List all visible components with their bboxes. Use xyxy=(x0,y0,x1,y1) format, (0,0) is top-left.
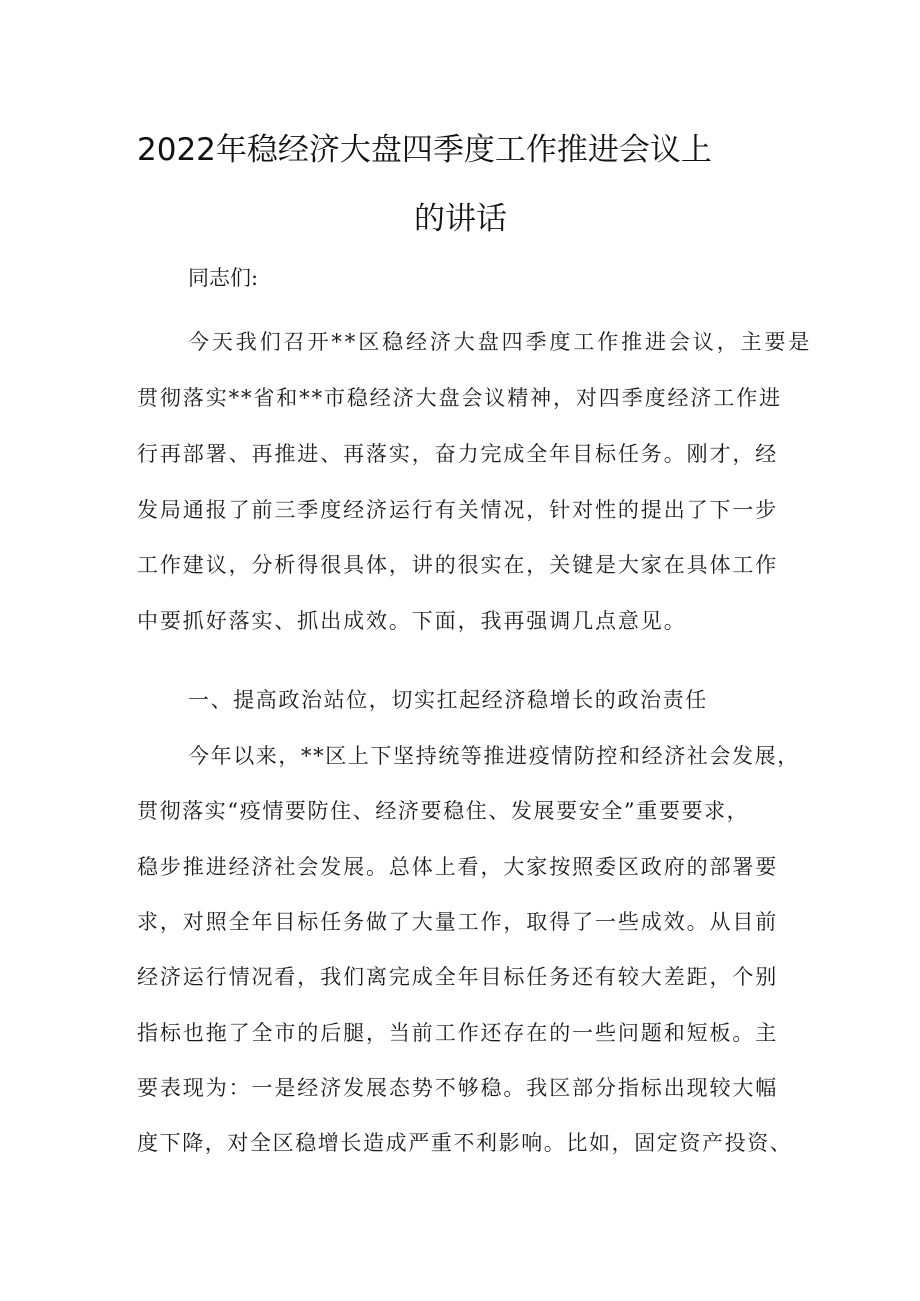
document-title-line-1: 2022年稳经济大盘四季度工作推进会议上 xyxy=(137,132,712,168)
para1-line-1: 今天我们召开**区稳经济大盘四季度工作推进会议，主要是 xyxy=(188,330,813,354)
document-title-line-2: 的讲话 xyxy=(414,201,507,237)
para2-line-1: 今年以来，**区上下坚持统等推进疫情防控和经济社会发展， xyxy=(188,744,800,768)
salutation: 同志们: xyxy=(188,266,259,290)
para2-line-5: 经济运行情况看，我们离完成全年目标任务还有较大差距，个别 xyxy=(137,965,779,989)
para2-line-3: 稳步推进经济社会发展。总体上看，大家按照委区政府的部署要 xyxy=(137,855,779,879)
para2-line-7: 要表现为：一是经济发展态势不够稳。我区部分指标出现较大幅 xyxy=(137,1076,779,1100)
para1-line-6: 中要抓好落实、抓出成效。下面，我再强调几点意见。 xyxy=(137,609,687,633)
para2-line-6: 指标也拖了全市的后腿，当前工作还存在的一些问题和短板。主 xyxy=(137,1021,779,1045)
para2-line-8: 度下降，对全区稳增长造成严重不利影响。比如，固定资产投资、 xyxy=(137,1131,793,1155)
para1-line-4: 发局通报了前三季度经济运行有关情况，针对性的提出了下一步 xyxy=(137,498,779,522)
para1-line-5: 工作建议，分析得很具体，讲的很实在，关键是大家在具体工作 xyxy=(137,553,779,577)
para2-line-4: 求，对照全年目标任务做了大量工作，取得了一些成效。从目前 xyxy=(137,910,779,934)
para1-line-3: 行再部署、再推进、再落实，奋力完成全年目标任务。刚才，经 xyxy=(137,442,779,466)
para2-line-2: 贯彻落实“疫情要防住、经济要稳住、发展要安全”重要要求， xyxy=(137,799,750,823)
para1-line-2: 贯彻落实**省和**市稳经济大盘会议精神，对四季度经济工作进 xyxy=(137,386,782,410)
section-heading-1: 一、提高政治站位，切实扛起经济稳增长的政治责任 xyxy=(188,688,708,712)
